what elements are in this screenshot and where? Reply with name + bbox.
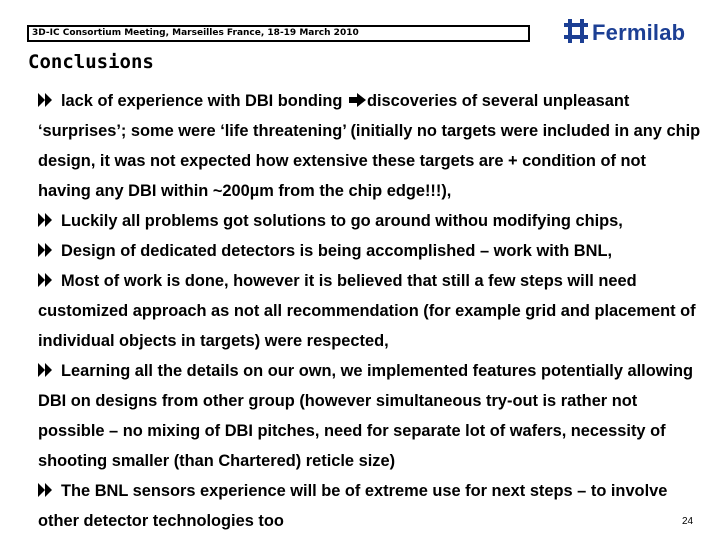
bullet-text: lack of experience with DBI bonding <box>61 92 347 110</box>
fermilab-logo-text: Fermilab <box>592 20 686 45</box>
page-title: Conclusions <box>28 51 154 73</box>
bullet-double-arrow-icon <box>38 213 52 227</box>
right-arrow-icon <box>349 93 366 107</box>
bullet-item <box>38 206 702 236</box>
bullet-double-arrow-icon <box>38 243 52 257</box>
meeting-header <box>27 25 530 42</box>
bullet-list <box>38 86 702 536</box>
bullet-double-arrow-icon <box>38 273 52 287</box>
bullet-double-arrow-icon <box>38 93 52 107</box>
bullet-text-continued: discoveries of several unpleasant ‘surprises’; some were ‘life threatening’ (initially no targets were included in any chip design, it was not expected how extensive these targets are + condition of not having any DBI within ~200µm from the chip edge!!!), <box>38 92 701 200</box>
bullet-item <box>38 356 702 476</box>
bullet-item <box>38 266 702 356</box>
bullet-item <box>38 86 702 206</box>
bullet-text: Luckily all problems got solutions to go around withou modifying chips, <box>61 212 623 230</box>
bullet-double-arrow-icon <box>38 483 52 497</box>
fermilab-logo-icon <box>564 19 592 48</box>
bullet-double-arrow-icon <box>38 363 52 377</box>
bullet-text: Learning all the details on our own, we implemented features potentially allowing DBI on designs from other group (however simultaneous try-out is rather not possible – no mixing of DBI pitches, need for separate lot of wafers, necessity of shooting smaller (than Chartered) reticle size) <box>38 362 694 470</box>
bullet-text: The BNL sensors experience will be of extreme use for next steps – to involve other detector technologies too <box>38 482 668 530</box>
meeting-header-text: 3D-IC Consortium Meeting, Marseilles France, 18-19 March 2010 <box>32 28 359 38</box>
bullet-text: Design of dedicated detectors is being accomplished – work with BNL, <box>61 242 613 260</box>
fermilab-logo <box>564 18 685 48</box>
bullet-text: Most of work is done, however it is believed that still a few steps will need customized approach as not all recommendation (for example grid and placement of individual objects in targets) were respected, <box>38 272 696 350</box>
page-number: 24 <box>682 516 694 527</box>
bullet-item <box>38 236 702 266</box>
bullet-item <box>38 476 702 536</box>
